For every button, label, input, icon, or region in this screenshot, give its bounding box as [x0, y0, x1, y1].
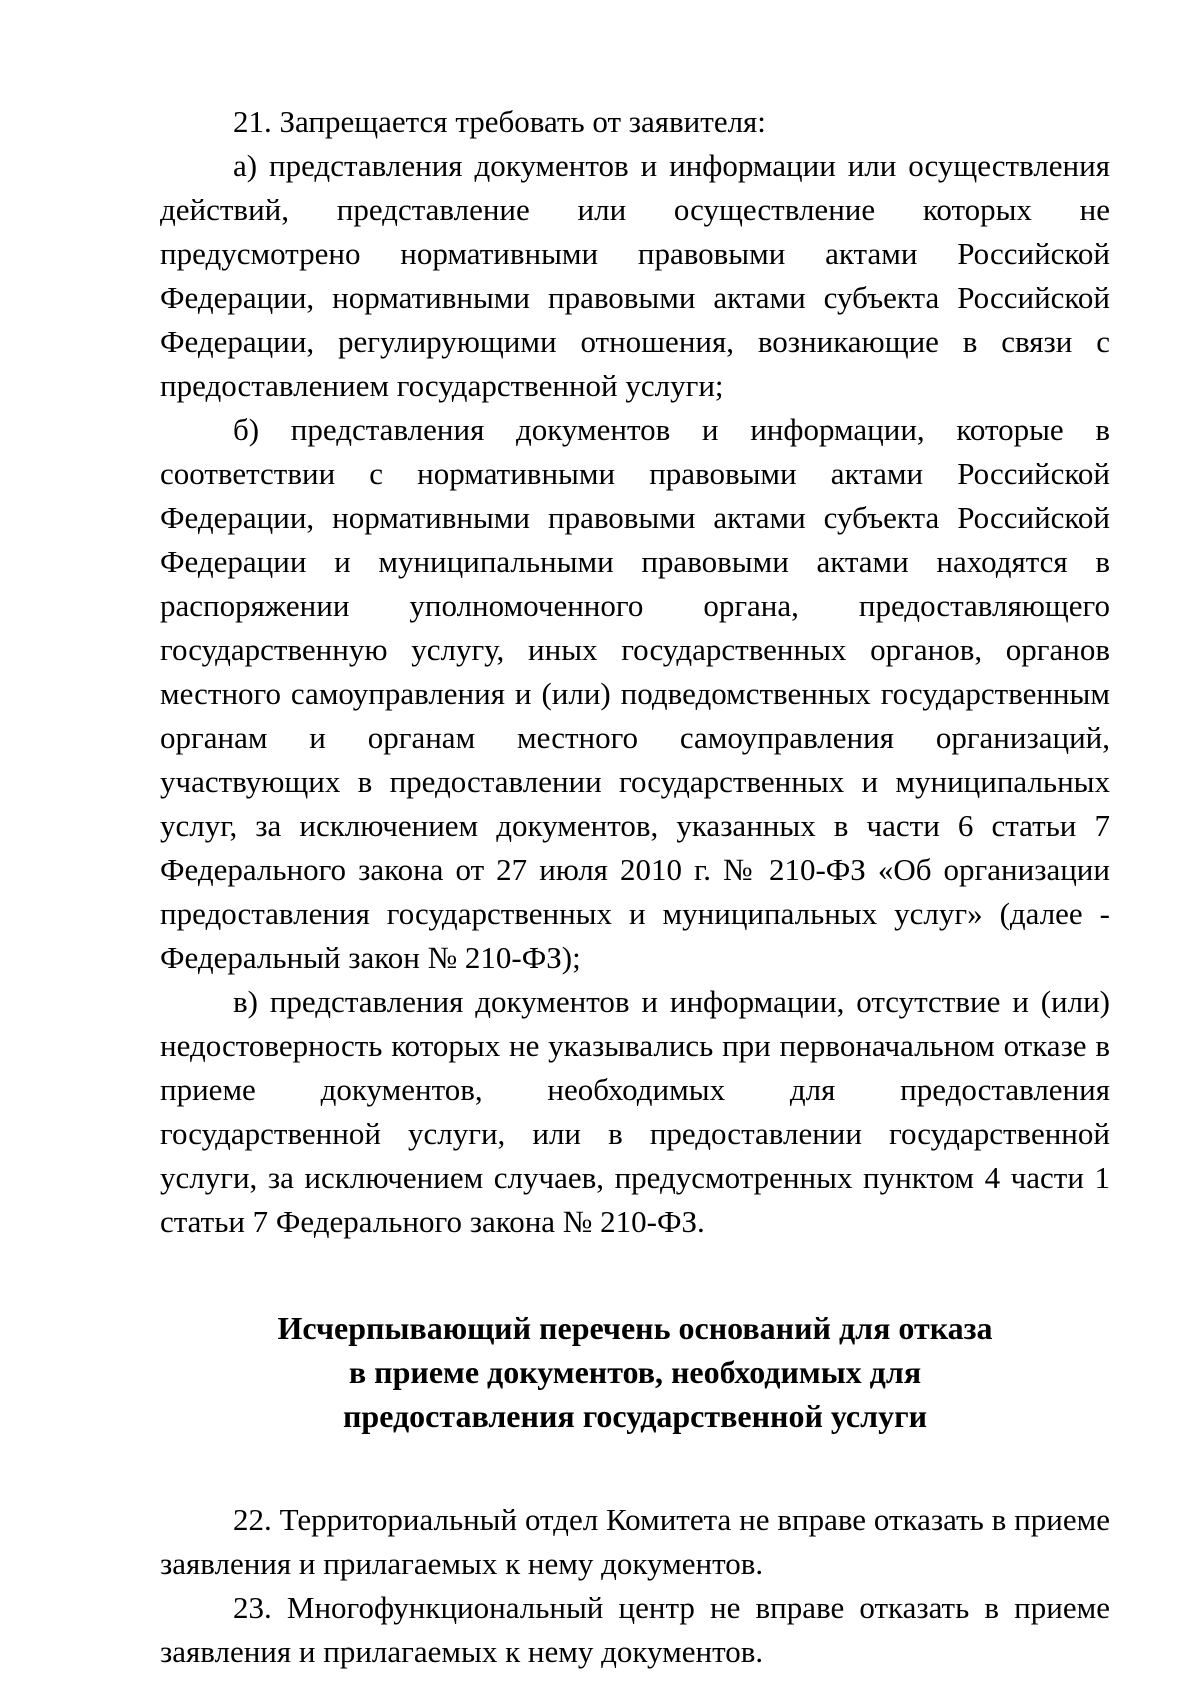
paragraph-23: 23. Многофункциональный центр не вправе отказать в приеме заявления и прилагаемых к нему документов.: [160, 1590, 1110, 1669]
heading-line-3: предоставления государственной услуги: [342, 1398, 928, 1434]
paragraph-21-item-a: а) представления документов и информации или осуществления действий, представление или осуществление которых не предусмотрено нормативными правовыми актами Российской Федерации, нормативными правовыми актами субъекта Российской Федерации, регулирующими отношения, возникающие в связи с предоставлением государственной услуги;: [160, 148, 1110, 403]
paragraph-21-item-b: б) представления документов и информации, которые в соответствии с нормативными правовыми актами Российской Федерации, нормативными правовыми актами субъекта Российской Федерации и муниципальными правовыми актами находятся в распоряжении уполномоченного органа, предоставляющего государственную услугу, иных государственных органов, органов местного самоуправления и (или) подведомственных государственным органам и органам местного самоуправления организаций, участвующих в предоставлении государственных и муниципальных услуг, за исключением документов, указанных в части 6 статьи 7 Федерального закона от 27 июля 2010 г. № 210-ФЗ «Об организации предоставления государственных и муниципальных услуг» (далее - Федеральный закон № 210-ФЗ);: [160, 412, 1110, 975]
requirements-section: [160, 100, 1110, 1244]
paragraph-21-item-v: в) представления документов и информации, отсутствие и (или) недостоверность которых не указывались при первоначальном отказе в приеме документов, необходимых для предоставления государственной услуги, или в предоставлении государственной услуги, за исключением случаев, предусмотренных пунктом 4 части 1 статьи 7 Федерального закона № 210-ФЗ.: [160, 984, 1110, 1239]
section-heading: [160, 1306, 1110, 1438]
paragraph-21-intro: 21. Запрещается требовать от заявителя:: [233, 104, 766, 139]
refusal-grounds-section: [160, 1498, 1110, 1674]
heading-line-2: в приеме документов, необходимых для: [348, 1354, 922, 1390]
paragraph-22: 22. Территориальный отдел Комитета не вправе отказать в приеме заявления и прилагаемых к нему документов.: [160, 1502, 1110, 1581]
heading-line-1: Исчерпывающий перечень оснований для отказа: [277, 1310, 993, 1346]
